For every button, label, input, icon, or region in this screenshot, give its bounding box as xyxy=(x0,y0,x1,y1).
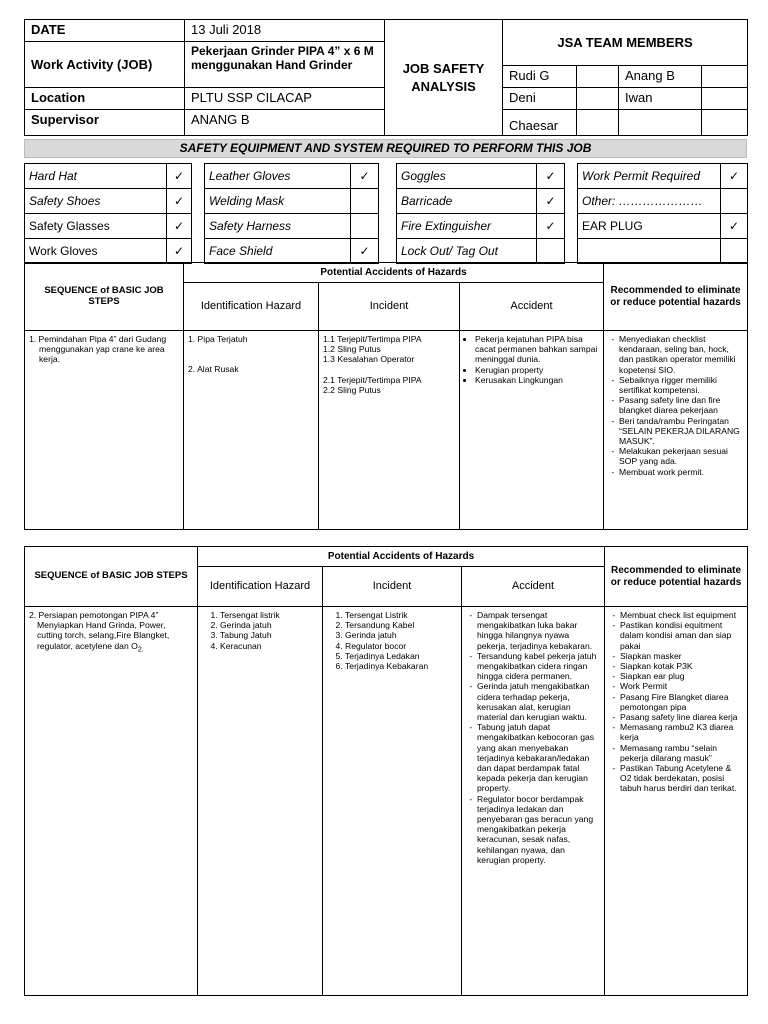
accident-item: - Tabung jatuh dapat mengakibatkan kebocoran gas yang akan menyebakan terjadinya kebakaran/ledakan dan dapat berdampak fatal kepada pekerja dan kerugian property. xyxy=(477,722,600,793)
check-icon: ✓ xyxy=(167,189,192,214)
step-2-sequence xyxy=(25,607,198,996)
equipment-name: Safety Harness xyxy=(205,214,351,239)
recommended-item: - Menyediakan checklist kendaraan, seling ban, hock, dan pastikan operator memiliki kopetensi SIO. xyxy=(619,334,743,375)
recommended-header: Recommended to eliminate or reduce potential hazards xyxy=(605,547,748,607)
equipment-name: EAR PLUG xyxy=(578,214,721,239)
step-1-sequence xyxy=(25,331,184,530)
team-title: JSA TEAM MEMBERS xyxy=(503,20,748,66)
check-icon: ✓ xyxy=(351,164,379,189)
recommended-item: - Pasang safety line diarea kerja xyxy=(620,712,743,722)
team-member-4: Iwan xyxy=(619,88,702,110)
check-icon: ✓ xyxy=(351,239,379,264)
accident-item: • Kerusakan Lingkungan xyxy=(475,375,599,385)
check-icon: ✓ xyxy=(537,189,565,214)
accident-item: - Tersandung kabel pekerja jatuh mengakibatkan cidera ringan hingga cidera permanen. xyxy=(477,651,600,682)
team-blank-2 xyxy=(702,66,748,88)
recommended-item: - Pasang safety line dan fire blangket diarea pekerjaan xyxy=(619,395,743,415)
incident-header: Incident xyxy=(323,567,462,607)
accident-item: - Dampak tersengat mengakibatkan luka bakar hingga hilangnya nyawa pekerja, terjadinya kebakaran. xyxy=(477,610,600,651)
check-icon xyxy=(721,239,748,264)
sequence-header: SEQUENCE of BASIC JOB STEPS xyxy=(25,263,184,331)
date-value: 13 Juli 2018 xyxy=(185,20,385,42)
incident-item: 3. Gerinda jatuh xyxy=(345,630,457,640)
check-icon: ✓ xyxy=(167,164,192,189)
equipment-name: Lock Out/ Tag Out xyxy=(397,239,537,264)
step-1-accidents xyxy=(460,331,604,530)
location-label: Location xyxy=(25,88,185,110)
recommended-header: Recommended to eliminate or reduce potential hazards xyxy=(604,263,748,331)
equipment-name: Leather Gloves xyxy=(205,164,351,189)
incident-item: 1.3 Kesalahan Operator xyxy=(323,354,415,365)
team-blank-4 xyxy=(702,88,748,110)
recommended-item: - Siapkan kotak P3K xyxy=(620,661,743,671)
potential-header: Potential Accidents of Hazards xyxy=(184,263,604,283)
job-label: Work Activity (JOB) xyxy=(25,42,185,88)
equipment-name: Safety Shoes xyxy=(25,189,167,214)
check-icon: ✓ xyxy=(721,164,748,189)
header-table xyxy=(24,19,748,136)
step-2-accidents xyxy=(462,607,605,996)
incident-item: 4. Regulator bocor xyxy=(345,641,457,651)
check-icon xyxy=(351,214,379,239)
equipment-table-1 xyxy=(24,163,192,264)
oxygen-subscript: 2. xyxy=(137,645,144,654)
team-blank-6 xyxy=(702,110,748,136)
equipment-name: Safety Glasses xyxy=(25,214,167,239)
incident-item: 6. Terjadinya Kebakaran xyxy=(345,661,457,671)
check-icon: ✓ xyxy=(167,239,192,264)
hazard-item: 1. Tersengat listrik xyxy=(220,610,318,620)
location-value: PLTU SSP CILACAP xyxy=(185,88,385,110)
jsa-title: JOB SAFETY ANALYSIS xyxy=(385,20,503,136)
step-text: 1. Pemindahan Pipa 4” dari Gudang menggunakan yap crane ke area kerja. xyxy=(29,334,167,365)
team-blank-1 xyxy=(577,66,619,88)
recommended-item: - Melakukan pekerjaan sesuai SOP yang ada. xyxy=(619,446,743,466)
equipment-table-3 xyxy=(396,163,565,264)
step-text xyxy=(29,610,193,655)
hazard-item: 2. Gerinda jatuh xyxy=(220,620,318,630)
accident-item: - Regulator bocor berdampak terjadinya ledakan dan penyebaran gas beracun yang mengakibatkan pekerja keracunan, sesak nafas, kehilangan nyawa, dan kerugian property. xyxy=(477,794,600,865)
accident-item: - Gerinda jatuh mengakibatkan cidera terhadap pekerja, kerusakan alat, kerugian material dan kerugian waktu. xyxy=(477,681,600,722)
hazard-item: 4. Keracunan xyxy=(220,641,318,651)
incident-item: 2. Tersandung Kabel xyxy=(345,620,457,630)
recommended-item: - Membuat check list equipment xyxy=(620,610,743,620)
recommended-item: - Memasang rambu2 K3 diarea kerja xyxy=(620,722,743,742)
incident-item: 2.1 Terjepit/Tertimpa PIPA xyxy=(323,374,422,385)
recommended-item: - Beri tanda/rambu Peringatan “SELAIN PEKERJA DILARANG MASUK”. xyxy=(619,416,743,447)
supervisor-label: Supervisor xyxy=(25,110,185,136)
hazard-table-1 xyxy=(24,262,748,530)
recommended-item: - Sebaiknya rigger memiliki sertifikat kompetensi. xyxy=(619,375,743,395)
equipment-table-4 xyxy=(577,163,748,264)
recommended-item: - Membuat work permit. xyxy=(619,467,743,477)
team-blank-3 xyxy=(577,88,619,110)
incident-header: Incident xyxy=(319,283,460,331)
incident-item: 1.2 Sling Putus xyxy=(323,344,381,355)
equipment-name: Fire Extinguisher xyxy=(397,214,537,239)
hazard-item: 2. Alat Rusak xyxy=(188,364,239,375)
step-2-recommended xyxy=(605,607,748,996)
equipment-name: Welding Mask xyxy=(205,189,351,214)
equipment-name: Barricade xyxy=(397,189,537,214)
equipment-name xyxy=(578,239,721,264)
accident-header: Accident xyxy=(462,567,605,607)
recommended-item: - Pastikan Tabung Acetylene & O2 tidak berdekatan, posisi tabuh harus berdiri dan terikat. xyxy=(620,763,743,794)
recommended-item: - Memasang rambu “selain pekerja dilarang masuk” xyxy=(620,743,743,763)
hazard-table-2 xyxy=(24,546,748,996)
equipment-name: Work Permit Required xyxy=(578,164,721,189)
date-label: DATE xyxy=(25,20,185,42)
equipment-name: Face Shield xyxy=(205,239,351,264)
incident-item: 5. Terjadinya Ledakan xyxy=(345,651,457,661)
recommended-item: - Pasang Fire Blangket diarea pemotongan pipa xyxy=(620,692,743,712)
equipment-name: Other: ………………… xyxy=(578,189,721,214)
equipment-name: Work Gloves xyxy=(25,239,167,264)
sequence-header: SEQUENCE of BASIC JOB STEPS xyxy=(25,547,198,607)
incident-item: 1. Tersengat Listrik xyxy=(345,610,457,620)
team-blank-5 xyxy=(577,110,619,136)
team-member-2: Anang B xyxy=(619,66,702,88)
equipment-name: Hard Hat xyxy=(25,164,167,189)
recommended-item: - Siapkan ear plug xyxy=(620,671,743,681)
team-member-3: Deni xyxy=(503,88,577,110)
recommended-item: - Siapkan masker xyxy=(620,651,743,661)
hazard-item: 1. Pipa Terjatuh xyxy=(188,334,248,344)
hazard-item: 3. Tabung Jatuh xyxy=(220,630,318,640)
check-icon: ✓ xyxy=(537,214,565,239)
team-member-6 xyxy=(619,110,702,136)
recommended-item: - Pastikan kondisi equitment dalam kondisi aman dan siap pakai xyxy=(620,620,743,651)
incident-item: 1.1 Terjepit/Tertimpa PIPA xyxy=(323,334,422,344)
potential-header: Potential Accidents of Hazards xyxy=(198,547,605,567)
check-icon: ✓ xyxy=(537,164,565,189)
step-1-recommended xyxy=(604,331,748,530)
step-1-incidents xyxy=(319,331,460,530)
incident-item: 2.2 Sling Putus xyxy=(323,384,381,395)
safety-equipment-banner: SAFETY EQUIPMENT AND SYSTEM REQUIRED TO PERFORM THIS JOB xyxy=(24,139,747,158)
step-2-incidents xyxy=(323,607,462,996)
accident-header: Accident xyxy=(460,283,604,331)
identification-header: Identification Hazard xyxy=(198,567,323,607)
check-icon xyxy=(721,189,748,214)
step-2-hazards xyxy=(198,607,323,996)
recommended-item: - Work Permit xyxy=(620,681,743,691)
team-member-5: Chaesar xyxy=(503,110,577,136)
step-1-hazards xyxy=(184,331,319,530)
team-member-1: Rudi G xyxy=(503,66,577,88)
job-value: Pekerjaan Grinder PIPA 4” x 6 M menggunakan Hand Grinder xyxy=(185,42,385,88)
supervisor-value: ANANG B xyxy=(185,110,385,136)
identification-header: Identification Hazard xyxy=(184,283,319,331)
equipment-table-2 xyxy=(204,163,379,264)
accident-item: • Kerugian property xyxy=(475,365,599,375)
check-icon: ✓ xyxy=(167,214,192,239)
check-icon xyxy=(537,239,565,264)
check-icon xyxy=(351,189,379,214)
accident-item: • Pekerja kejatuhan PIPA bisa cacat permanen bahkan sampai meninggal dunia. xyxy=(475,334,599,365)
check-icon: ✓ xyxy=(721,214,748,239)
step-text-main: 2. Persiapan pemotongan PIPA 4” Menyiapkan Hand Grinda, Power, cutting torch, selang,Fire Blangket, regulator, acetylene dan O xyxy=(29,610,170,651)
equipment-name: Goggles xyxy=(397,164,537,189)
